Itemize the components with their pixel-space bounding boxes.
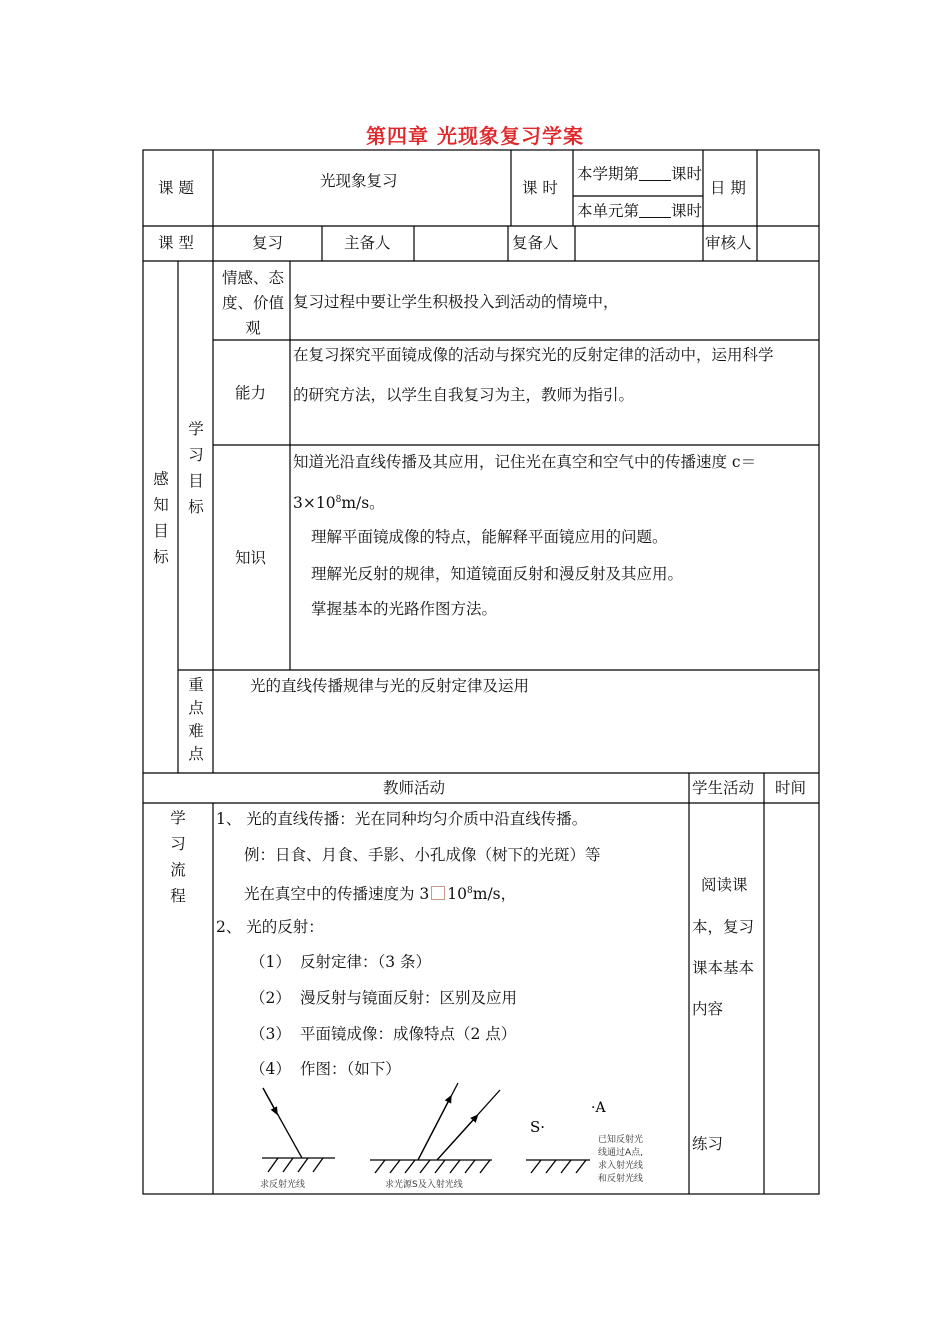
period-label: 课 时 [522, 179, 558, 197]
knowledge-line4: 理解光反射的规律，知道镜面反射和漫反射及其应用。 [311, 565, 684, 583]
diagram-2 [370, 1083, 500, 1173]
sub-4-text: 作图：（如下） [300, 1060, 401, 1078]
student-text-1-line3: 课本基本 [692, 959, 755, 977]
fig3-caption-line2: 线通过A点, [598, 1148, 644, 1158]
item-1-example: 例：日食、月食、手影、小孔成像（树下的光斑）等 [244, 846, 601, 864]
student-activity-header: 学生活动 [692, 779, 755, 797]
sub-2-text: 漫反射与镜面反射：区别及应用 [300, 989, 518, 1007]
diagram-3 [526, 1160, 590, 1173]
diagram-1 [262, 1088, 335, 1172]
item-1: 1、 光的直线传播：光在同种均匀介质中沿直线传播。 [216, 810, 588, 828]
sub-4-num: （4） [250, 1060, 291, 1078]
emotion-text: 复习过程中要让学生积极投入到活动的情境中， [293, 293, 619, 311]
student-text-1-line4: 内容 [692, 1000, 724, 1018]
subject-label: 课 题 [158, 179, 194, 197]
knowledge-line2: $3\times 10^8m/s$。 [293, 494, 385, 512]
sub-3-num: （3） [250, 1025, 291, 1043]
learning-flow-label: 学习流程 [170, 809, 186, 905]
sub-1-text: 反射定律：（3 条） [300, 953, 432, 971]
time-header: 时间 [775, 779, 807, 797]
fig2-caption: 求光源S及入射光线 [385, 1180, 463, 1190]
sub-1-num: （1） [250, 953, 291, 971]
page-title: 第四章 光现象复习学案 [366, 124, 584, 148]
date-label: 日 期 [710, 179, 746, 197]
co-preparer-label: 复备人 [512, 234, 559, 252]
teacher-activity-header: 教师活动 [383, 779, 446, 797]
period-line2: 本单元第 课时 [577, 202, 703, 220]
ability-label: 能力 [235, 384, 267, 402]
type-label: 课 型 [158, 234, 194, 252]
knowledge-label: 知识 [235, 549, 267, 567]
key-points-label: 重点难点 [188, 676, 204, 763]
type-value: 复习 [252, 234, 284, 252]
student-text-1-line2: 本，复习 [692, 918, 755, 936]
fig3-caption-line3: 求入射光线 [598, 1161, 644, 1171]
period-line1: 本学期第 课时 [577, 165, 703, 183]
ability-line2: 的研究方法，以学生自我复习为主，教师为指引。 [293, 386, 635, 404]
knowledge-line5: 掌握基本的光路作图方法。 [311, 600, 498, 618]
item-1-speed: 光在真空中的传播速度为 3 $10^8m/s$， [244, 885, 517, 903]
main-preparer-label: 主备人 [344, 234, 391, 252]
fig1-caption: 求反射光线 [260, 1180, 306, 1190]
learning-goals-label: 学习目标 [188, 420, 204, 516]
fig3-caption-line4: 和反射光线 [598, 1174, 644, 1184]
point-a-label: ·A [591, 1100, 606, 1116]
reviewer-label: 审核人 [705, 234, 752, 252]
outer-goals-label: 感知目标 [153, 470, 169, 566]
emotion-label: 情感、态度、价值观 [221, 269, 284, 337]
knowledge-line1: 知道光沿直线传播及其应用，记住光在真空和空气中的传播速度 c＝ [293, 453, 757, 471]
student-text-2: 练习 [692, 1135, 724, 1153]
ability-line1: 在复习探究平面镜成像的活动与探究光的反射定律的活动中，运用科学 [293, 346, 774, 364]
sub-2-num: （2） [250, 989, 291, 1007]
fig3-caption-line1: 已知反射光 [598, 1135, 644, 1145]
item-2: 2、 光的反射： [216, 918, 324, 936]
knowledge-line3: 理解平面镜成像的特点，能解释平面镜应用的问题。 [311, 528, 668, 546]
subject-value: 光现象复习 [320, 172, 398, 190]
key-points-text: 光的直线传播规律与光的反射定律及运用 [250, 677, 530, 695]
point-s-label: S· [530, 1118, 546, 1136]
student-text-1-line1: 阅读课 [701, 876, 748, 894]
sub-3-text: 平面镜成像：成像特点（2 点） [300, 1025, 517, 1043]
